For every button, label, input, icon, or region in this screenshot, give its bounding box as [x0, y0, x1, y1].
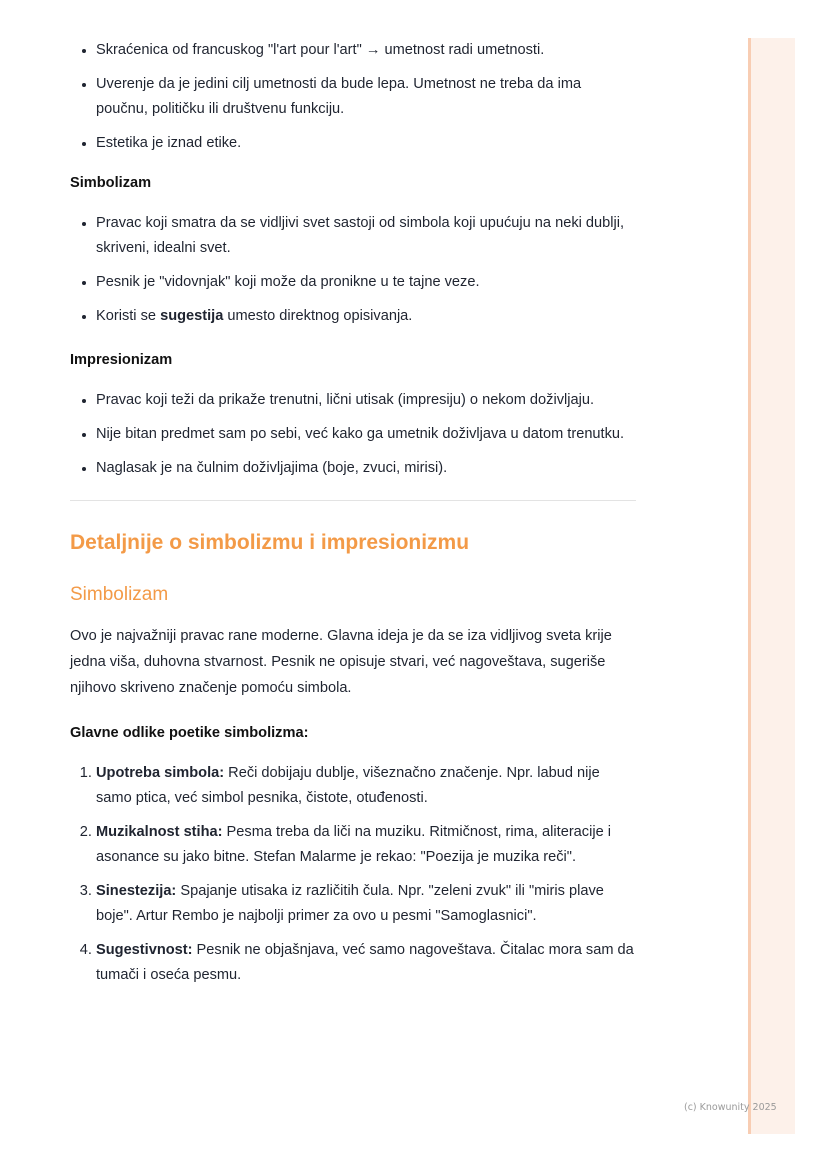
- bold-term: Sugestivnost:: [96, 942, 193, 958]
- list-item-text: Pesma treba da liči na muziku. Ritmičnost, rima, aliteracije i asonance su jako bitne. Stefan Malarme je rekao: "Poezija je muzika reči".: [96, 824, 611, 865]
- poetics-list: [70, 761, 636, 988]
- art-pour-art-list: [70, 38, 636, 156]
- intro-paragraph: Ovo je najvažniji pravac rane moderne. Glavna ideja je da se iza vidljivog sveta krije jedna viša, duhovna stvarnost. Pesnik ne opisuje stvari, već nagoveštava, sugeriše njihovo skriveno značenje pomoću simbola.: [70, 628, 612, 696]
- list-item: • Uverenje da je jedini cilj umetnosti da bude lepa. Umetnost ne treba da ima poučnu, političku ili društvenu funkciju.: [96, 72, 636, 122]
- poetics-list-title: Glavne odlike poetike simbolizma:: [70, 725, 309, 741]
- section-title: Detaljnije o simbolizmu i impresionizmu: [70, 531, 470, 554]
- list-item-text: Reči dobijaju dublje, višeznačno značenje. Npr. labud nije samo ptica, već simbol pesnika, čistote, otuđenosti.: [96, 765, 600, 806]
- list-item: [96, 879, 636, 929]
- list-item: • Pravac koji smatra da se vidljivi svet sastoji od simbola koji upućuju na neki dublji, skriveni, idealni svet.: [96, 211, 636, 261]
- simbolizam-list: [70, 211, 636, 329]
- list-item: • Skraćenica od francuskog "l'art pour l'art" → umetnost radi umetnosti.: [96, 38, 636, 63]
- impresionizam-subheading: Impresionizam: [70, 352, 173, 368]
- list-item: • Pesnik je "vidovnjak" koji može da pronikne u te tajne veze.: [96, 270, 636, 295]
- list-item-text: Koristi se: [96, 308, 161, 324]
- list-item: • Naglasak je na čulnim doživljajima (boje, zvuci, mirisi).: [96, 456, 636, 481]
- list-item-text: Pesnik ne objašnjava, već samo nagoveštava. Čitalac mora sam da tumači i oseća pesmu.: [96, 942, 634, 983]
- list-item: [96, 938, 636, 988]
- list-item: • Pravac koji teži da prikaže trenutni, lični utisak (impresiju) o nekom doživljaju.: [96, 388, 636, 413]
- copyright-footer: (c) Knowunity 2025: [684, 1102, 777, 1113]
- list-item: • Nije bitan predmet sam po sebi, već kako ga umetnik doživljava u datom trenutku.: [96, 422, 636, 447]
- list-item: [96, 304, 636, 329]
- bold-term: Upotreba simbola:: [96, 765, 225, 781]
- side-margin-panel: [748, 38, 795, 1134]
- section-divider: [70, 500, 636, 501]
- subsection-title: Simbolizam: [70, 584, 169, 605]
- list-item: • Estetika je iznad etike.: [96, 131, 636, 156]
- document-content: [70, 38, 636, 997]
- list-item: [96, 761, 636, 811]
- list-item-text: Spajanje utisaka iz različitih čula. Npr. "zeleni zvuk" ili "miris plave boje". Artur Rembo je najbolji primer za ovo u pesmi "Samoglasnici".: [96, 883, 604, 924]
- list-item-text: umesto direktnog opisivanja.: [223, 308, 413, 324]
- bold-term: sugestija: [160, 308, 224, 324]
- impresionizam-list: [70, 388, 636, 481]
- list-item: [96, 820, 636, 870]
- bold-term: Sinestezija:: [96, 883, 177, 899]
- bold-term: Muzikalnost stiha:: [96, 824, 223, 840]
- simbolizam-subheading: Simbolizam: [70, 175, 152, 191]
